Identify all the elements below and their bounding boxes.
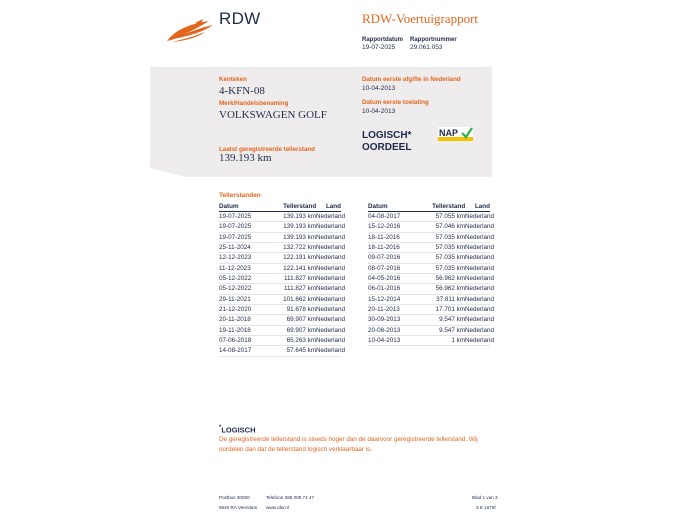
cell-land: Nederland [465, 285, 495, 293]
nap-logo-icon [438, 127, 473, 141]
table-row [368, 233, 495, 243]
cell-land: Nederland [316, 275, 346, 283]
table-row [219, 274, 346, 284]
cell-tellerstand: 57.046 km [435, 223, 465, 231]
vehicle-info-panel [150, 67, 492, 177]
cell-tellerstand: 101.662 km [283, 295, 316, 303]
rapportdatum-label: Rapportdatum [362, 37, 403, 43]
footer-postbus: Postbus 30000 [219, 495, 250, 500]
cell-datum: 04-08-2017 [368, 213, 401, 220]
table-header [368, 202, 490, 212]
table-row [219, 326, 346, 336]
table-row [368, 326, 495, 336]
cell-land: Nederland [316, 347, 346, 355]
kenteken-label: Kenteken [219, 76, 247, 83]
table-row [368, 253, 495, 263]
col-land: Land [474, 203, 490, 210]
cell-tellerstand: 57.035 km [435, 233, 465, 241]
cell-datum: 18-11-2016 [368, 233, 400, 241]
table-row [219, 243, 346, 253]
cell-tellerstand: 91.678 km [286, 306, 316, 314]
table-row [368, 284, 495, 294]
cell-datum: 19-07-2025 [219, 213, 252, 220]
cell-land: Nederland [316, 337, 346, 345]
table-row [219, 284, 346, 294]
footer-website[interactable]: www.rdw.nl [266, 505, 289, 510]
cell-land: Nederland [316, 285, 346, 293]
cell-land: Nederland [465, 213, 495, 220]
cell-land: Nederland [465, 244, 495, 252]
brand-name: RDW [219, 9, 261, 28]
cell-datum: 20-08-2013 [368, 326, 401, 334]
datum-toel-value: 10-04-2013 [362, 108, 396, 115]
datum-nl-label: Datum eerste afgifte in Nederland [362, 76, 461, 83]
table-row [219, 253, 346, 263]
table-row [219, 212, 346, 222]
footer-telefoon: Telefoon 088 008 74 47 [266, 495, 315, 500]
cell-land: Nederland [465, 275, 495, 283]
footnote-title-text: LOGISCH [221, 425, 256, 435]
cell-tellerstand: 57.645 km [286, 347, 316, 355]
cell-datum: 30-09-2013 [368, 316, 401, 324]
cell-land: Nederland [316, 295, 346, 303]
tellerstanden-title: Tellerstanden [219, 192, 261, 199]
cell-datum: 21-12-2020 [219, 306, 252, 314]
cell-land: Nederland [465, 326, 495, 334]
cell-tellerstand: 57.055 km [435, 213, 465, 220]
cell-tellerstand: 17.701 km [435, 306, 465, 314]
table-row [219, 264, 346, 274]
footnote-text: De geregistreerde tellerstand is steeds hoger dan de daarvoor geregistreerde tellerstand. Wij oordelen dan dat de tellerstand logisch verklaarbaar is. [219, 436, 478, 453]
col-datum: Datum [219, 203, 239, 210]
cell-land: Nederland [465, 295, 495, 303]
cell-datum: 04-05-2016 [368, 275, 401, 283]
footer-adres: 9640 RA Veendam [219, 505, 258, 510]
cell-datum: 20-11-2018 [219, 316, 251, 324]
cell-tellerstand: 57.035 km [435, 264, 465, 272]
table-row [219, 222, 346, 232]
cell-tellerstand: 122.141 km [283, 264, 316, 272]
table-row [219, 315, 346, 325]
cell-datum: 08-07-2016 [368, 264, 401, 272]
cell-tellerstand: 139.193 km [283, 223, 316, 231]
rapportdatum-value: 19-07-2025 [362, 44, 396, 51]
cell-datum: 14-08-2017 [219, 347, 252, 355]
cell-tellerstand: 65.263 km [286, 337, 316, 345]
cell-tellerstand: 1 km [451, 337, 465, 345]
cell-datum: 12-12-2023 [219, 254, 252, 262]
table-row [368, 315, 495, 325]
footer-code: 3 E 1675f [476, 505, 496, 510]
cell-datum: 15-12-2014 [368, 295, 401, 303]
cell-tellerstand: 57.035 km [435, 244, 465, 252]
cell-land: Nederland [465, 233, 495, 241]
oordeel-text [362, 130, 411, 154]
rapportnummer-value: 29.061.053 [410, 44, 443, 51]
merk-label: Merk/Handelsbenaming [219, 100, 289, 107]
cell-datum: 07-06-2018 [219, 337, 252, 345]
laatst-label: Laatst geregistreerde tellerstand [219, 146, 315, 153]
cell-datum: 15-12-2016 [368, 223, 401, 231]
cell-land: Nederland [316, 254, 346, 262]
table-row [219, 233, 346, 243]
cell-datum: 19-07-2025 [219, 223, 252, 231]
table-row [368, 243, 495, 253]
cell-datum: 10-04-2013 [368, 337, 401, 345]
footnote-title [219, 425, 256, 435]
cell-datum: 06-01-2016 [368, 285, 401, 293]
cell-datum: 20-11-2013 [368, 306, 400, 314]
tellerstanden-table-right [368, 202, 495, 346]
cell-datum: 19-07-2025 [219, 233, 252, 241]
table-row [219, 336, 346, 346]
table-row [368, 295, 495, 305]
table-header [219, 202, 341, 212]
cell-tellerstand: 139.193 km [283, 233, 316, 241]
cell-datum: 18-11-2016 [368, 244, 400, 252]
report-title: RDW-Voertuigrapport [362, 11, 479, 26]
cell-tellerstand: 9.547 km [439, 326, 465, 334]
col-tellerstand: Tellerstand [432, 203, 466, 210]
footer-blad: Blad 1 van 3 [472, 495, 498, 500]
merk-value: VOLKSWAGEN GOLF [219, 109, 327, 121]
table-row [219, 295, 346, 305]
col-datum: Datum [368, 203, 388, 210]
cell-land: Nederland [465, 337, 495, 345]
datum-toel-label: Datum eerste toelating [362, 99, 429, 106]
footnote-star: * [219, 425, 222, 431]
laatst-value: 139.193 km [219, 152, 272, 164]
cell-tellerstand: 56.962 km [435, 275, 465, 283]
svg-text:NAP: NAP [439, 128, 459, 138]
oordeel-line1: LOGISCH* [362, 130, 412, 141]
cell-land: Nederland [316, 306, 346, 314]
table-row [368, 212, 495, 222]
cell-datum: 29-11-2021 [219, 295, 251, 303]
cell-datum: 11-12-2023 [219, 264, 251, 272]
cell-land: Nederland [316, 213, 346, 220]
cell-datum: 09-07-2016 [368, 254, 401, 262]
table-row [219, 346, 346, 356]
col-tellerstand: Tellerstand [283, 203, 317, 210]
cell-land: Nederland [465, 306, 495, 314]
cell-tellerstand: 111.827 km [284, 285, 316, 293]
oordeel-line2: OORDEEL [362, 142, 412, 153]
cell-tellerstand: 139.193 km [283, 213, 316, 220]
kenteken-value: 4-KFN-08 [219, 85, 265, 97]
cell-datum: 19-11-2018 [219, 326, 251, 334]
table-row [219, 305, 346, 315]
cell-land: Nederland [316, 244, 346, 252]
cell-land: Nederland [316, 316, 346, 324]
cell-land: Nederland [316, 223, 346, 231]
cell-land: Nederland [465, 223, 495, 231]
rdw-logo-icon [165, 18, 215, 44]
table-row [368, 274, 495, 284]
rapportnummer-label: Rapportnummer [410, 37, 457, 43]
cell-land: Nederland [465, 316, 495, 324]
cell-land: Nederland [316, 233, 346, 241]
cell-land: Nederland [465, 264, 495, 272]
cell-tellerstand: 132.722 km [283, 244, 316, 252]
cell-land: Nederland [316, 264, 346, 272]
cell-tellerstand: 111.827 km [284, 275, 316, 283]
table-row [368, 264, 495, 274]
cell-tellerstand: 69.907 km [286, 326, 316, 334]
tellerstanden-table-left [219, 202, 346, 357]
cell-tellerstand: 37.811 km [436, 295, 465, 303]
table-row [368, 222, 495, 232]
cell-tellerstand: 56.962 km [435, 285, 465, 293]
cell-tellerstand: 57.035 km [435, 254, 465, 262]
cell-tellerstand: 9.547 km [439, 316, 465, 324]
cell-tellerstand: 69.907 km [286, 316, 316, 324]
cell-land: Nederland [465, 254, 495, 262]
cell-land: Nederland [316, 326, 346, 334]
cell-datum: 05-12-2022 [219, 275, 252, 283]
datum-nl-value: 10-04-2013 [362, 85, 396, 92]
col-land: Land [325, 203, 341, 210]
table-row [368, 336, 495, 346]
cell-datum: 05-12-2022 [219, 285, 252, 293]
cell-datum: 25-11-2024 [219, 244, 251, 252]
table-row [368, 305, 495, 315]
cell-tellerstand: 122.191 km [283, 254, 316, 262]
